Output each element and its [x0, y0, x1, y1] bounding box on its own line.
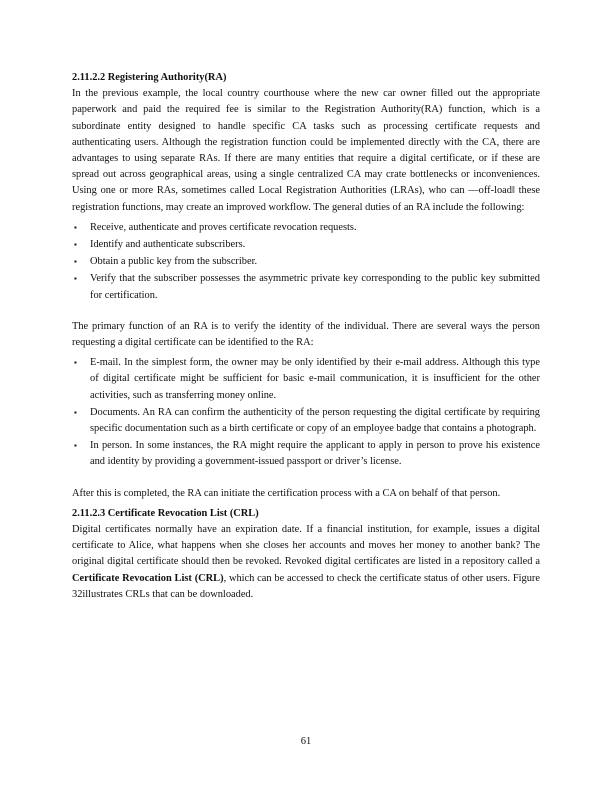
bullet-icon: ▪ — [74, 441, 77, 451]
page-number: 61 — [300, 736, 312, 747]
ra-intro-paragraph: In the previous example, the local country courthouse where the new car owner filled out the appropriate paperwork and paid the required fee is similar to the Registration Authority(RA) function, which is a subordinate entity designed to handle specific CA tasks such as processing certificate requests and authenticating users. Although the registration function could be implemented directly with the CA, there are advantages to using separate RAs. If there are many entities that require a digital certificate, or if these are spread out across geographical areas, using a single centralized CA may crate bottlenecks or inconveniences. Using one or more RAs, sometimes called Local Registration Authorities (LRAs), who can —off-load‖ these registration functions, may create an improved workflow. The general duties of an RA include the following: — [72, 88, 540, 213]
bullet-icon: ▪ — [74, 358, 77, 368]
list-item: ▪ Documents. An RA can confirm the authenticity of the person requesting the digital certificate by requiring specific documentation such as a birth certificate or copy of an employee badge that contains a photograph. — [74, 406, 540, 435]
bullet-icon: ▪ — [74, 257, 77, 267]
bullet-icon: ▪ — [74, 222, 77, 232]
list-item: ▪ Verify that the subscriber possesses the asymmetric private key corresponding to the public key submitted for certification. — [74, 273, 540, 301]
list-item: ▪ Receive, authenticate and proves certificate revocation requests. — [72, 220, 540, 236]
bullet-icon: ▪ — [74, 240, 77, 250]
section-heading-crl: 2.11.2.3 Certificate Revocation List (CRL) — [72, 507, 259, 519]
ra-identification-methods-list — [72, 355, 540, 470]
ra-duties-list — [72, 220, 540, 304]
ra-primary-function-paragraph: The primary function of an RA is to verify the identity of the individual. There are several ways the person requesting a digital certificate can be identified to the RA: — [72, 320, 540, 349]
document-page — [72, 70, 540, 603]
section-heading-ra: 2.11.2.2 Registering Authority(RA) — [72, 72, 227, 83]
list-item: ▪ Identify and authenticate subscribers. — [72, 237, 540, 253]
ra-closing-paragraph: After this is completed, the RA can initiate the certification process with a CA on behalf of that person. — [72, 487, 501, 499]
crl-paragraph: Digital certificates normally have an expiration date. If a financial institution, for example, issues a digital certificate to Alice, what happens when she closes her accounts and moves her money to another bank? The original digital certificate should then be revoked. Revoked digital certificates are listed in a repository called a Certificate Revocation List (CRL), which can be accessed to check the certificate status of other users. Figure 32illustrates CRLs that can be downloaded. — [72, 524, 540, 600]
bullet-icon: ▪ — [74, 274, 77, 284]
list-item: ▪ Obtain a public key from the subscriber. — [72, 254, 540, 270]
bullet-icon: ▪ — [74, 407, 77, 417]
crl-term: Certificate Revocation List (CRL) — [72, 572, 224, 584]
list-item: ▪ In person. In some instances, the RA might require the applicant to apply in person to prove his existence and identity by providing a government-issued passport or driver’s license. — [74, 440, 540, 468]
list-item: ▪ E-mail. In the simplest form, the owner may be only identified by their e-mail address. Although this type of digital certificate might be sufficient for basic e-mail communication, it is insufficient for the other activities, such as transferring money online. — [74, 357, 540, 401]
